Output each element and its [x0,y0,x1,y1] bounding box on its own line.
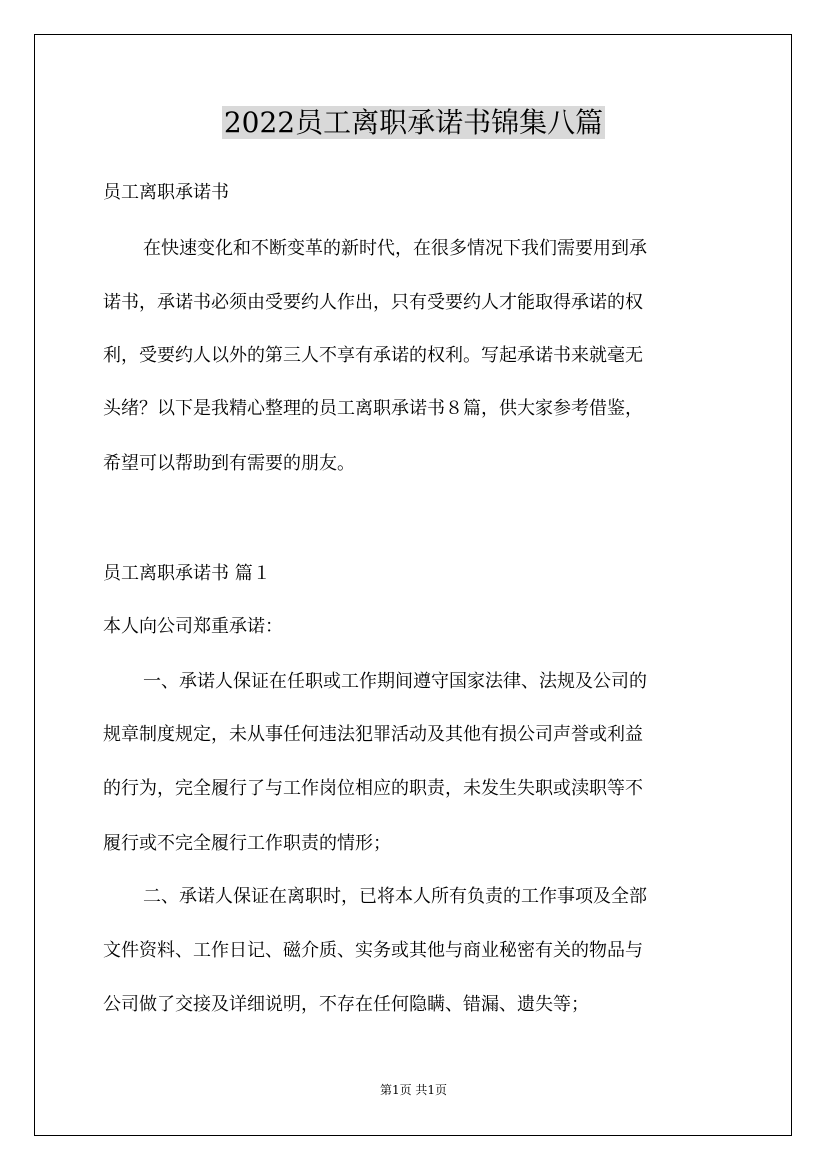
intro-line-4: 头绪？以下是我精心整理的员工离职承诺书８篇，供大家参考借鉴， [103,398,643,419]
page-footer: 第1页 共1页 [379,1083,448,1097]
intro-line-5: 希望可以帮助到有需要的朋友。 [103,453,355,474]
section1-heading: 员工离职承诺书 篇１ [103,563,271,584]
item1-line-4: 履行或不完全履行工作职责的情形； [103,833,391,854]
item1-line-2: 规章制度规定，未从事任何违法犯罪活动及其他有损公司声誉或利益 [103,724,643,745]
document-title-text: 2022员工离职承诺书锦集八篇 [223,106,604,139]
item2-line-2: 文件资料、工作日记、磁介质、实务或其他与商业秘密有关的物品与 [103,940,643,961]
item1-line-3: 的行为，完全履行了与工作岗位相应的职责，未发生失职或渎职等不 [103,778,643,799]
intro-line-3: 利，受要约人以外的第三人不享有承诺的权利。写起承诺书来就毫无 [103,345,643,366]
item2-line-3: 公司做了交接及详细说明，不存在任何隐瞒、错漏、遗失等； [103,994,589,1015]
document-title [0,103,827,143]
item2-line-1: 二、承诺人保证在离职时，已将本人所有负责的工作事项及全部 [143,886,647,907]
item1-line-1: 一、承诺人保证在任职或工作期间遵守国家法律、法规及公司的 [143,671,647,692]
intro-line-1: 在快速变化和不断变革的新时代，在很多情况下我们需要用到承 [143,238,647,259]
section1-opening: 本人向公司郑重承诺： [103,616,283,637]
intro-line-2: 诺书，承诺书必须由受要约人作出，只有受要约人才能取得承诺的权 [103,292,643,313]
intro-heading: 员工离职承诺书 [103,182,229,203]
